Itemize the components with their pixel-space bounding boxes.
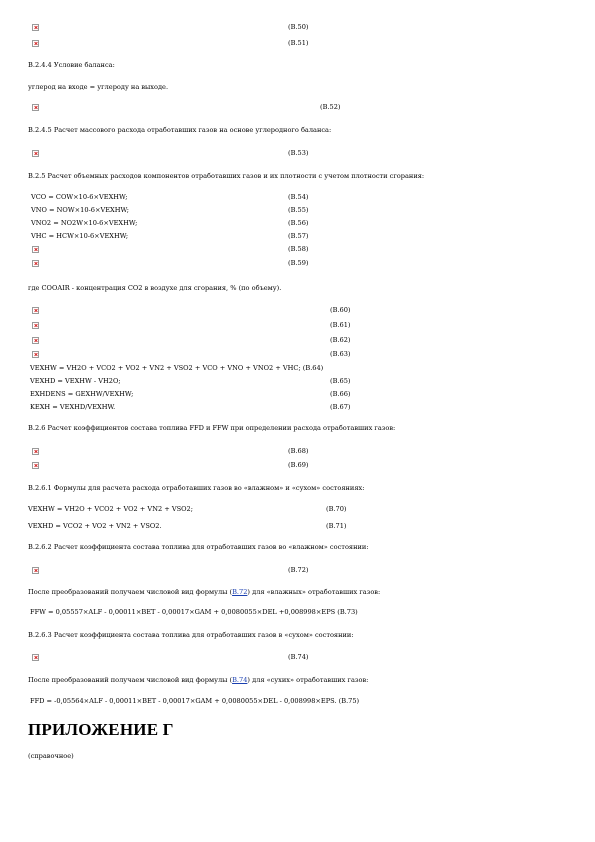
appendix-subtitle: (справочное) bbox=[28, 752, 74, 760]
section-heading: В.2.4.4 Условие баланса: bbox=[28, 61, 115, 69]
equation-number: (В.62) bbox=[330, 336, 351, 344]
equation-number: (В.51) bbox=[288, 39, 309, 47]
section-heading: В.2.6.2 Расчет коэффициента состава топлива для отработавших газов во «влажном» состоянии: bbox=[28, 543, 369, 551]
equation-number: (В.65) bbox=[330, 377, 351, 385]
formula: VNO2 = NO2W×10-6×VEXHW; bbox=[31, 219, 138, 227]
equation-number: (В.52) bbox=[320, 103, 341, 111]
paragraph: углерод на входе = углероду на выходе. bbox=[28, 83, 169, 91]
equation-number: (В.61) bbox=[330, 321, 351, 329]
equation-number: (В.59) bbox=[288, 259, 309, 267]
paragraph-text: ) для «влажных» отработавших газов: bbox=[247, 588, 381, 596]
broken-image-icon bbox=[32, 462, 39, 469]
broken-image-icon bbox=[32, 448, 39, 455]
formula: FFW = 0,05557×ALF - 0,00011×BET - 0,00017×GAM + 0,0080055×DEL +0,008998×EPS (В.73) bbox=[30, 608, 358, 616]
equation-number: (В.67) bbox=[330, 403, 351, 411]
formula: VEXHW = VH2O + VCO2 + VO2 + VN2 + VSO2 + VCO + VNO + VNO2 + VHC; (В.64) bbox=[30, 364, 324, 372]
broken-image-icon bbox=[32, 322, 39, 329]
paragraph-text: После преобразований получаем числовой вид формулы ( bbox=[28, 676, 233, 684]
paragraph bbox=[28, 588, 380, 597]
equation-number: (В.54) bbox=[288, 193, 309, 201]
formula: FFD = -0,05564×ALF - 0,00011×BET - 0,00017×GAM + 0,0080055×DEL - 0,008998×EPS. (В.75) bbox=[30, 697, 360, 705]
equation-number: (В.56) bbox=[288, 219, 309, 227]
equation-number: (В.74) bbox=[288, 653, 309, 661]
broken-image-icon bbox=[32, 260, 39, 267]
broken-image-icon bbox=[32, 337, 39, 344]
formula: VEXHD = VCO2 + VO2 + VN2 + VSO2. bbox=[28, 522, 162, 530]
equation-number: (В.66) bbox=[330, 390, 351, 398]
paragraph-text: После преобразований получаем числовой вид формулы ( bbox=[28, 588, 233, 596]
formula: VEXHW = VH2O + VCO2 + VO2 + VN2 + VSO2; bbox=[28, 505, 193, 513]
formula: EXHDENS = GEXHW/VEXHW; bbox=[30, 390, 134, 398]
broken-image-icon bbox=[32, 567, 39, 574]
paragraph-text: ) для «сухих» отработавших газов: bbox=[247, 676, 369, 684]
section-heading: В.2.5 Расчет объемных расходов компонентов отработавших газов и их плотности с учетом плотности сгорания: bbox=[28, 172, 425, 180]
equation-number: (В.55) bbox=[288, 206, 309, 214]
formula: KEXH = VEXHD/VEXHW. bbox=[30, 403, 116, 411]
formula-reference-link[interactable]: В.74 bbox=[232, 676, 248, 684]
broken-image-icon bbox=[32, 307, 39, 314]
formula: VCO = COW×10-6×VEXHW; bbox=[31, 193, 128, 201]
equation-number: (В.50) bbox=[288, 23, 309, 31]
broken-image-icon bbox=[32, 40, 39, 47]
equation-number: (В.53) bbox=[288, 149, 309, 157]
equation-number: (В.57) bbox=[288, 232, 309, 240]
formula: VNO = NOW×10-6×VEXHW; bbox=[31, 206, 129, 214]
broken-image-icon bbox=[32, 150, 39, 157]
broken-image-icon bbox=[32, 24, 39, 31]
section-heading: В.2.4.5 Расчет массового расхода отработавших газов на основе углеродного баланса: bbox=[28, 126, 332, 134]
equation-number: (В.63) bbox=[330, 350, 351, 358]
section-heading: В.2.6.3 Расчет коэффициента состава топлива для отработавших газов в «сухом» состоянии: bbox=[28, 631, 354, 639]
paragraph bbox=[28, 676, 368, 685]
broken-image-icon bbox=[32, 246, 39, 253]
equation-number: (В.68) bbox=[288, 447, 309, 455]
section-heading: В.2.6.1 Формулы для расчета расхода отработавших газов во «влажном» и «сухом» состояниях: bbox=[28, 484, 365, 492]
broken-image-icon bbox=[32, 104, 39, 111]
formula: VHC = HCW×10-6×VEXHW; bbox=[31, 232, 129, 240]
appendix-heading: ПРИЛОЖЕНИЕ Г bbox=[28, 720, 174, 739]
equation-number: (В.72) bbox=[288, 566, 309, 574]
broken-image-icon bbox=[32, 351, 39, 358]
formula: VEXHD = VEXHW - VH2O; bbox=[30, 377, 121, 385]
equation-number: (В.60) bbox=[330, 306, 351, 314]
broken-image-icon bbox=[32, 654, 39, 661]
section-heading: В.2.6 Расчет коэффициентов состава топлива FFD и FFW при определении расхода отработавших газов: bbox=[28, 424, 396, 432]
equation-number: (В.71) bbox=[326, 522, 347, 530]
equation-number: (В.69) bbox=[288, 461, 309, 469]
paragraph: где COOAIR - концентрация CO2 в воздухе для сгорания, % (по объему). bbox=[28, 284, 282, 292]
equation-number: (В.58) bbox=[288, 245, 309, 253]
formula-reference-link[interactable]: В.72 bbox=[232, 588, 248, 596]
equation-number: (В.70) bbox=[326, 505, 347, 513]
